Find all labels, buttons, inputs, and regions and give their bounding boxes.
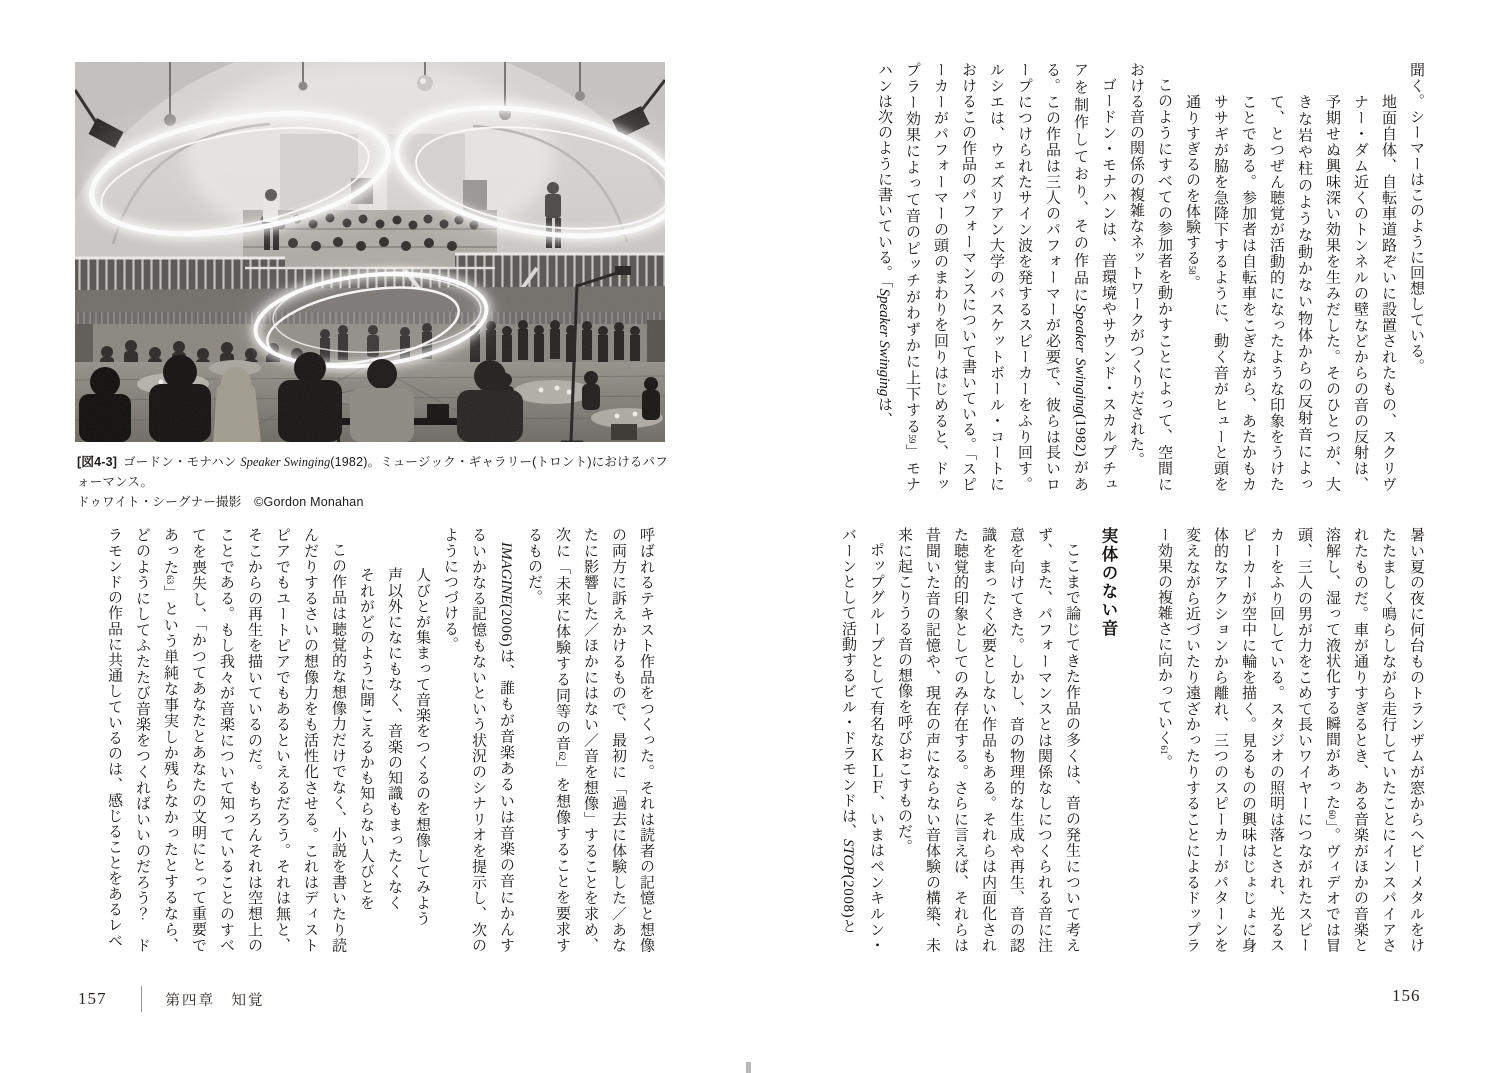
paragraph: 聞く。シーマーはこのように回想している。 <box>1408 62 1424 374</box>
verse-line: それがどのように聞こえるかも知らない人びとを <box>358 567 374 911</box>
caption-line-1: [図4-3] ゴードン・モナハン Speaker Swinging(1982)。ミュージック・ギャラリー(トロント)におけるパフォーマンス。 <box>77 455 668 489</box>
paragraph: このようにすべての参加者を動かすことによって、空間における音の関係の複雑なネットワークがつくりだされた。 <box>1128 62 1172 492</box>
paragraph: ゴードン・モナハンは、音環境やサウンド・スカルプチュアを制作しており、その作品にSpeaker Swinging(1982)がある。この作品は三人のパフォーマーが必要で、彼らは長いロープにつけられたサイン波を発するスピーカーをふり回す。ルシエは、ウェズリアン大学のバスケットボール・コートにおけるこの作品のパフォーマンスについて書いている。「スピーカーがパフォーマーの頭のまわりを回りはじめると、ドップラー効果によって音のピッチがわずかに上下する59」モナハンは次のように書いている。「Speaker Swingingは、 <box>876 62 1116 493</box>
work-title: Speaker Swinging <box>1072 304 1088 414</box>
left-page-text <box>72 527 660 953</box>
paragraph: IMAGINE(2006)は、誰もが音楽あるいは音楽の音にかんするいかなる記憶もないという状況のシナリオを提示し、次のようにつづける。 <box>442 527 514 953</box>
footnote-marker: 60 <box>1327 810 1337 819</box>
verse-line: 声以外になにもなく、音楽の知識もまったくなく <box>386 567 402 911</box>
right-page-bottom-text <box>842 527 1430 953</box>
verse-line: 人びとが集まって音楽をつくるのを想像してみよう <box>414 567 430 926</box>
work-title: Speaker Swinging <box>240 455 331 469</box>
block-quote: 地面自体、自転車道路ぞいに設置されたもの、スクリヴナー・ダム近くのトンネルの壁などからの音の反射は、予期せぬ興味深い効果を生みだした。そのひとつが、大きな岩や柱のような動かない物体からの反射音によって、とつぜん聴覚が活動的になったような印象をうけたことである。参加者は自転車をこぎながら、あたかもカササギが脇を急降下するように、動く音がヒューと頭を通りすぎるのを体験する58。 <box>1184 94 1396 492</box>
left-page-footer <box>78 986 265 1012</box>
figure-number: [図4-3] <box>77 455 118 469</box>
work-title: STOP <box>840 839 856 875</box>
footnote-marker: 61 <box>1159 745 1169 755</box>
speaker-swinging-photo-illustration <box>75 62 665 442</box>
paragraph: この作品は聴覚的な想像力だけでなく、小説を書いたり読んだりするさいの想像力をも活性化させる。これはディストピアでもユートピアでもあるといえるだろう。それは無と、そこからの再生を描いているのだ。もちろんそれは空想上のことである。もし我々が音楽について知っていることのすべてを喪失し、「かつてあなたとあなたの文明にとって重要であった63」という単純な事実しか残らなかったとするなら、どのようにしてふたたび音楽をつくればいいのだろう？ ドラモンドの作品に共通しているのは、感じることをあるレベ <box>106 527 346 953</box>
work-title: Speaker Swinging <box>876 288 892 397</box>
paragraph: 呼ばれるテキスト作品をつくった。それは読者の記憶と想像の両方に訴えかけるもので、最初に「過去に体験した／あなたに影響した／ほかにはない／音を想像」することを求め、次に「未来に体験する同等の音62」を想像することを要求するものだ。 <box>526 527 654 954</box>
verse-quote <box>352 527 436 953</box>
paragraph: ここまで論じてきた作品の多くは、音の発生について考えず、また、パフォーマンスとは関係なしにつくられる音に注意を向けてきた。しかし、音の物理的な生成や再生、音の認識をまったく必要としない作品もある。それらは内面化された聴覚的印象としてのみ存在する。さらに言えば、それらは昔聞いた音の記憶や、現在の声にならない音体験の構築、未来に起こりうる音の想像を呼びおこすものだ。 <box>896 527 1080 953</box>
page-number-left: 157 <box>78 989 107 1008</box>
paragraph: ポップグループとして有名なＫＬＦ、いまはペンキルン・バーンとして活動するビル・ドラモンドは、STOP(2008)と <box>840 527 884 953</box>
footnote-marker: 59 <box>907 434 917 444</box>
right-page-top-text <box>842 62 1430 492</box>
footer-divider <box>141 986 142 1012</box>
center-fold-mark <box>746 1062 751 1073</box>
figure-caption <box>77 452 677 512</box>
right-page-footer <box>1392 986 1421 1006</box>
footnote-marker: 63 <box>165 575 175 585</box>
footnote-marker: 58 <box>1187 265 1197 275</box>
performance-photo <box>75 62 665 442</box>
caption-line-2: ドゥワイト・シーグナー撮影 ©Gordon Monahan <box>77 495 364 509</box>
footnote-marker: 62 <box>557 751 567 761</box>
work-title: IMAGINE <box>498 542 514 604</box>
paragraph: 暑い夏の夜に何台ものトランザムが窓からヘビーメタルをけたたましく鳴らしながら走行していたことにインスパイアされたものだ。車が通りすぎるとき、ある音楽がほかの音楽と溶解し、湿って液状化する瞬間があった60」。ヴィデオでは冒頭、三人の男が力をこめて長いワイヤーにつながれたスピーカーをふり回している。スタジオの照明は落とされ、光るスピーカーが空中に輪を描く。見るものの興味はじょじょに身体的なアクションから離れ、三つのスピーカーがパターンを変えながら近づいたり遠ざかったりすることによるドップラー効果の複雑さに向かっていく61。 <box>1156 527 1424 953</box>
section-heading: 実体のない音 <box>1099 527 1117 638</box>
chapter-title: 第四章 知覚 <box>165 992 265 1009</box>
page-number-right: 156 <box>1392 986 1421 1005</box>
